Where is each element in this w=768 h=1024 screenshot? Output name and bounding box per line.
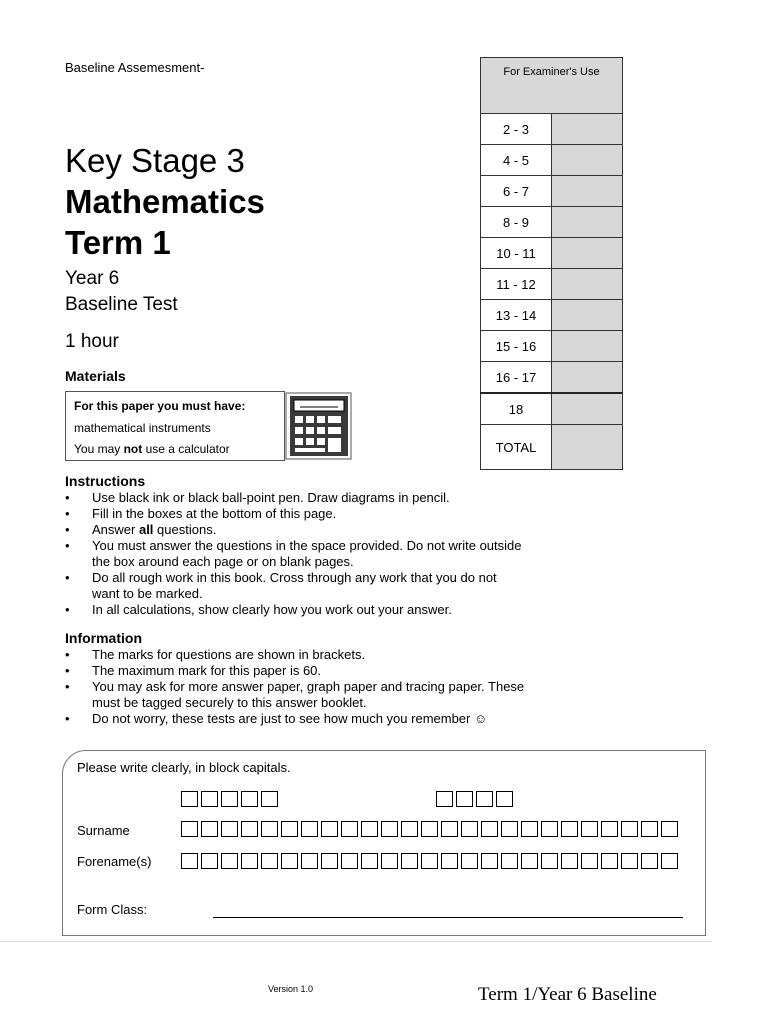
mark-cell (552, 393, 623, 425)
letter-box[interactable] (301, 821, 318, 837)
letter-box[interactable] (541, 821, 558, 837)
materials-must-have: For this paper you must have: (74, 399, 246, 413)
letter-box[interactable] (501, 853, 518, 869)
question-range: 4 - 5 (481, 145, 552, 176)
letter-box[interactable] (241, 853, 258, 869)
list-item: • In all calculations, show clearly how you work out your answer. (65, 602, 545, 618)
question-range: 8 - 9 (481, 207, 552, 238)
mark-cell (552, 269, 623, 300)
question-range: 6 - 7 (481, 176, 552, 207)
letter-box[interactable] (261, 821, 278, 837)
question-range: 18 (481, 393, 552, 425)
candidate-number-boxes[interactable] (436, 791, 516, 807)
letter-box[interactable] (361, 853, 378, 869)
letter-box[interactable] (341, 821, 358, 837)
letter-box[interactable] (381, 853, 398, 869)
letter-box[interactable] (201, 821, 218, 837)
letter-box[interactable] (381, 821, 398, 837)
letter-box[interactable] (501, 821, 518, 837)
mark-cell (552, 238, 623, 269)
information-heading: Information (65, 630, 142, 646)
mark-cell (552, 300, 623, 331)
form-intro: Please write clearly, in block capitals. (77, 760, 291, 775)
letter-box[interactable] (441, 853, 458, 869)
information-list (65, 647, 545, 727)
letter-box[interactable] (621, 853, 638, 869)
list-item: • Answer all questions. (65, 522, 545, 538)
list-item: • You must answer the questions in the space provided. Do not write outside the box around each page or on blank pages. (65, 538, 542, 570)
letter-box[interactable] (221, 821, 238, 837)
letter-box[interactable] (641, 853, 658, 869)
header-note: Baseline Assemesment- (65, 60, 205, 75)
key-stage-title: Key Stage 3 (65, 142, 245, 179)
letter-box[interactable] (221, 853, 238, 869)
subject-title: Mathematics (65, 183, 265, 220)
list-item: • The marks for questions are shown in brackets. (65, 647, 545, 663)
letter-box[interactable] (621, 821, 638, 837)
materials-box (65, 391, 285, 461)
letter-box[interactable] (561, 853, 578, 869)
mark-cell (552, 331, 623, 362)
examiner-heading: For Examiner's Use (481, 58, 623, 114)
letter-box[interactable] (541, 853, 558, 869)
calculator-icon (285, 392, 352, 460)
year-label: Year 6 (65, 268, 120, 289)
letter-box[interactable] (281, 853, 298, 869)
letter-box[interactable] (421, 853, 438, 869)
list-item: • Do not worry, these tests are just to see how much you remember ☺ (65, 711, 545, 727)
question-range: 16 - 17 (481, 362, 552, 394)
letter-box[interactable] (261, 853, 278, 869)
letter-box[interactable] (441, 821, 458, 837)
form-class-label: Form Class: (77, 902, 148, 917)
mark-cell (552, 145, 623, 176)
instructions-heading: Instructions (65, 473, 146, 489)
letter-box[interactable] (661, 821, 678, 837)
examiner-table (480, 57, 623, 470)
letter-box[interactable] (301, 853, 318, 869)
letter-box[interactable] (321, 853, 338, 869)
list-item: • The maximum mark for this paper is 60. (65, 663, 545, 679)
letter-box[interactable] (641, 821, 658, 837)
letter-box[interactable] (661, 853, 678, 869)
letter-box[interactable] (201, 853, 218, 869)
letter-box[interactable] (601, 821, 618, 837)
letter-box[interactable] (581, 853, 598, 869)
centre-number-boxes[interactable] (181, 791, 281, 807)
letter-box[interactable] (341, 853, 358, 869)
mark-cell (552, 362, 623, 394)
letter-box[interactable] (401, 853, 418, 869)
list-item: • Use black ink or black ball-point pen. Draw diagrams in pencil. (65, 490, 545, 506)
mark-cell (552, 114, 623, 145)
letter-box[interactable] (421, 821, 438, 837)
calculator-note: You may not use a calculator (74, 442, 230, 456)
letter-box[interactable] (401, 821, 418, 837)
instructions-list (65, 490, 545, 618)
materials-item: mathematical instruments (74, 421, 211, 435)
forename-input[interactable] (181, 853, 681, 869)
letter-box[interactable] (461, 821, 478, 837)
question-range: 11 - 12 (481, 269, 552, 300)
total-label: TOTAL (481, 425, 552, 470)
question-range: 15 - 16 (481, 331, 552, 362)
letter-box[interactable] (461, 853, 478, 869)
materials-heading: Materials (65, 368, 126, 384)
letter-box[interactable] (561, 821, 578, 837)
letter-box[interactable] (481, 821, 498, 837)
letter-box[interactable] (581, 821, 598, 837)
surname-label: Surname (77, 823, 130, 838)
footer-page-label: Term 1/Year 6 Baseline (478, 984, 657, 1005)
forename-label: Forename(s) (77, 854, 152, 869)
term-title: Term 1 (65, 224, 171, 261)
question-range: 13 - 14 (481, 300, 552, 331)
question-range: 10 - 11 (481, 238, 552, 269)
letter-box[interactable] (181, 853, 198, 869)
list-item: • Do all rough work in this book. Cross through any work that you do not want to be marked. (65, 570, 522, 602)
letter-box[interactable] (601, 853, 618, 869)
letter-box[interactable] (521, 821, 538, 837)
version-label: Version 1.0 (268, 984, 314, 994)
letter-box[interactable] (281, 821, 298, 837)
list-item: • Fill in the boxes at the bottom of this page. (65, 506, 545, 522)
candidate-details-box (62, 750, 706, 936)
letter-box[interactable] (481, 853, 498, 869)
total-cell (552, 425, 623, 470)
letter-box[interactable] (181, 821, 198, 837)
question-range: 2 - 3 (481, 114, 552, 145)
test-label: Baseline Test (65, 294, 178, 315)
list-item: • You may ask for more answer paper, graph paper and tracing paper. These must be tagged securely to this answer booklet. (65, 679, 552, 711)
page-divider (0, 941, 712, 942)
letter-box[interactable] (321, 821, 338, 837)
letter-box[interactable] (241, 821, 258, 837)
duration-label: 1 hour (65, 331, 119, 352)
letter-box[interactable] (361, 821, 378, 837)
letter-box[interactable] (521, 853, 538, 869)
surname-input[interactable] (181, 821, 681, 837)
mark-cell (552, 176, 623, 207)
mark-cell (552, 207, 623, 238)
form-class-input[interactable] (213, 917, 683, 918)
